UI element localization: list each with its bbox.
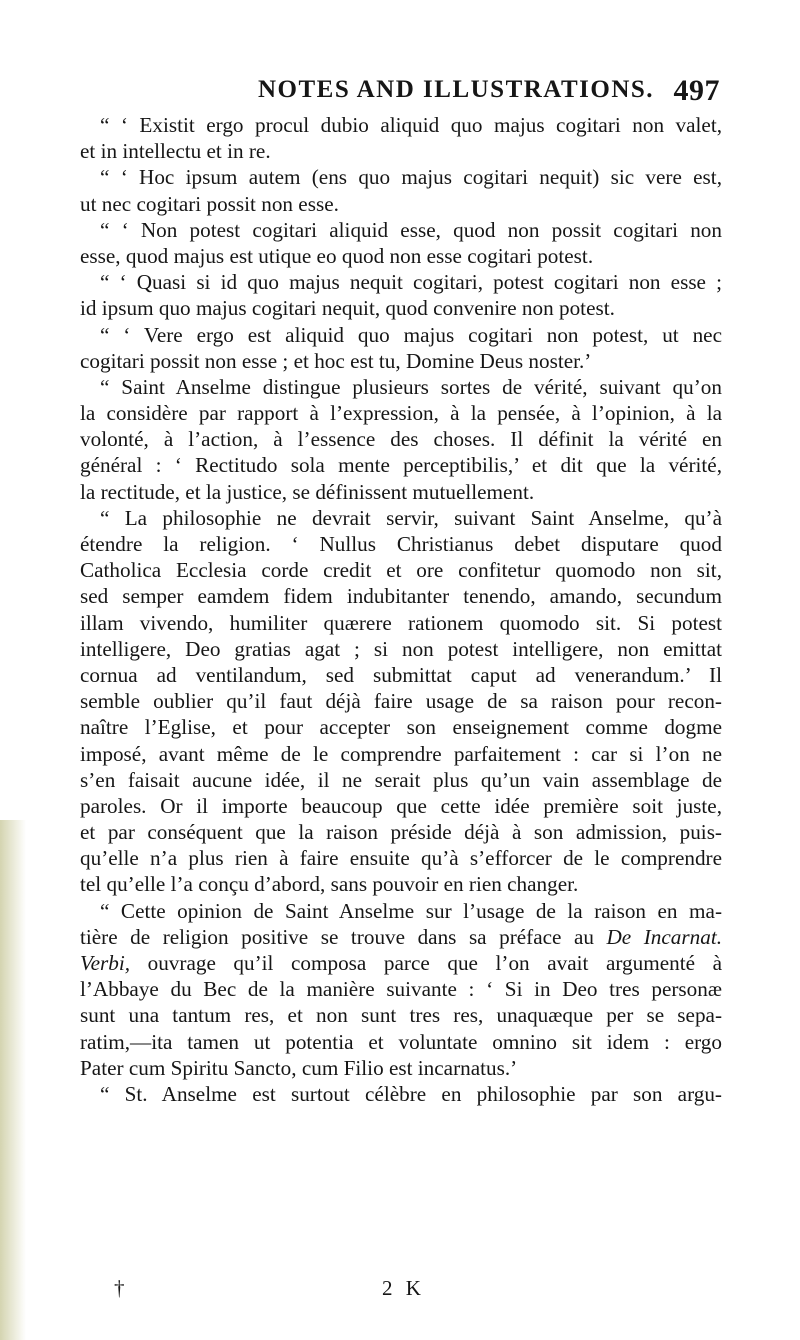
page-header xyxy=(80,76,720,116)
text-line: s’en faisait aucune idée, il ne serait plus qu’un vain assemblage de xyxy=(80,767,722,792)
italic-title: Verbi, xyxy=(80,951,131,975)
text-line: illam vivendo, humiliter quærere rationem quomodo sit. Si potest xyxy=(80,610,722,635)
text-line: et in intellectu et in re. xyxy=(80,139,271,164)
text-line: paroles. Or il importe beaucoup que cette idée première soit juste, xyxy=(80,793,722,818)
body-text xyxy=(80,112,722,1107)
text-line: naître l’Eglise, et pour accepter son enseignement comme dogme xyxy=(80,715,722,740)
italic-title: De Incarnat. xyxy=(606,924,722,949)
text-line: “ ‘ Non potest cogitari aliquid esse, quod non possit cogitari non xyxy=(100,217,722,242)
text-line: ut nec cogitari possit non esse. xyxy=(80,191,339,216)
text-line: “ ‘ Hoc ipsum autem (ens quo majus cogitari nequit) sic vere est, xyxy=(100,165,722,190)
text-line: esse, quod majus est utique eo quod non esse cogitari potest. xyxy=(80,243,594,268)
text-line xyxy=(80,924,722,950)
text-line: “ Saint Anselme distingue plusieurs sortes de vérité, suivant qu’on xyxy=(100,374,722,399)
text-fragment: tière de religion positive se trouve dans sa préface au xyxy=(80,924,594,949)
text-line: “ Cette opinion de Saint Anselme sur l’usage de la raison en ma- xyxy=(100,898,722,923)
text-line: “ St. Anselme est surtout célèbre en philosophie par son argu- xyxy=(100,1081,722,1106)
text-line: et par conséquent que la raison préside déjà à son admission, puis- xyxy=(80,820,722,845)
running-head: NOTES AND ILLUSTRATIONS. xyxy=(258,76,655,103)
text-line: la considère par rapport à l’expression, à la pensée, à l’opinion, à la xyxy=(80,401,722,426)
text-line: général : ‘ Rectitudo sola mente perceptibilis,’ et dit que la vérité, xyxy=(80,453,722,478)
text-line xyxy=(80,950,722,976)
text-line: id ipsum quo majus cogitari nequit, quod convenire non potest. xyxy=(80,296,615,321)
page-footer xyxy=(80,1276,720,1306)
text-line: sunt una tantum res, et non sunt tres res, unaquæque per se sepa- xyxy=(80,1003,722,1028)
page-number: 497 xyxy=(673,74,720,107)
text-line: cogitari possit non esse ; et hoc est tu, Domine Deus noster.’ xyxy=(80,348,592,373)
page-edge-shadow xyxy=(0,820,26,1340)
text-line: “ ‘ Existit ergo procul dubio aliquid quo majus cogitari non valet, xyxy=(100,113,722,137)
text-line: volonté, à l’action, à l’essence des choses. Il définit la vérité en xyxy=(80,427,722,452)
text-line: “ ‘ Quasi si id quo majus nequit cogitari, potest cogitari non esse ; xyxy=(100,270,722,295)
text-line: imposé, avant même de le comprendre parfaitement : car si l’on ne xyxy=(80,741,722,766)
text-line: l’Abbaye du Bec de la manière suivante : ‘ Si in Deo tres personæ xyxy=(80,977,722,1002)
text-line: sed semper eamdem fidem indubitanter tenendo, amando, secundum xyxy=(80,584,722,609)
text-line: tel qu’elle l’a conçu d’abord, sans pouvoir en rien changer. xyxy=(80,872,579,897)
text-line: la rectitude, et la justice, se définissent mutuellement. xyxy=(80,479,535,504)
dagger-mark: † xyxy=(114,1276,125,1300)
text-line: ratim,—ita tamen ut potentia et voluntate omnino sit idem : ergo xyxy=(80,1029,722,1054)
text-fragment: ouvrage qu’il composa parce que l’on avait argumenté à xyxy=(130,951,722,975)
text-line: étendre la religion. ‘ Nullus Christianus debet disputare quod xyxy=(80,532,722,556)
signature-mark: 2 K xyxy=(382,1276,425,1300)
text-line: cornua ad ventilandum, sed submittat caput ad venerandum.’ Il xyxy=(80,662,722,687)
text-line: intelligere, Deo gratias agat ; si non potest intelligere, non emittat xyxy=(80,636,722,661)
text-line: “ La philosophie ne devrait servir, suivant Saint Anselme, qu’à xyxy=(100,505,722,530)
text-line: semble oublier qu’il faut déjà faire usage de sa raison pour recon- xyxy=(80,689,722,714)
text-line: Pater cum Spiritu Sancto, cum Filio est incarnatus.’ xyxy=(80,1055,518,1080)
text-line: “ ‘ Vere ergo est aliquid quo majus cogitari non potest, ut nec xyxy=(100,322,722,347)
text-line: qu’elle n’a plus rien à faire ensuite qu’à s’efforcer de le comprendre xyxy=(80,846,722,871)
text-line: Catholica Ecclesia corde credit et ore confitetur quomodo non sit, xyxy=(80,558,722,583)
